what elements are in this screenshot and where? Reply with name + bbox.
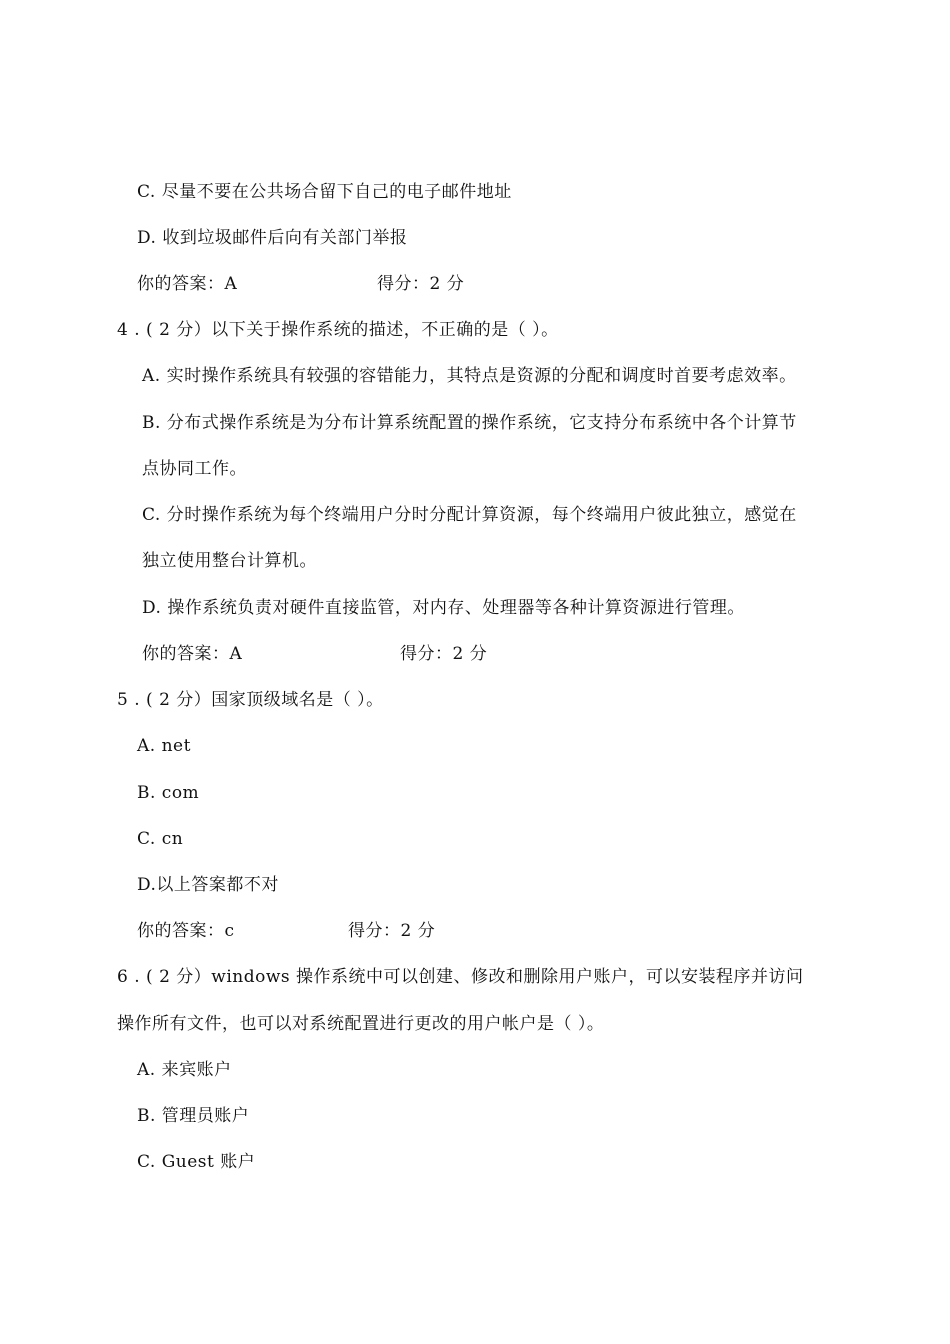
q5-score: 得分：2 分 xyxy=(348,921,436,941)
q3-option-d: D. 收到垃圾邮件后向有关部门举报 xyxy=(137,228,408,248)
q3-score: 得分：2 分 xyxy=(377,274,465,294)
q4-score: 得分：2 分 xyxy=(400,644,488,664)
q3-your-answer: 你的答案：A xyxy=(137,274,238,294)
q4-option-c: C. 分时操作系统为每个终端用户分时分配计算资源，每个终端用户彼此独立，感觉在 xyxy=(142,505,797,525)
q6-stem-cont: 操作所有文件，也可以对系统配置进行更改的用户帐户是（ ）。 xyxy=(117,1014,605,1034)
q5-option-a: A. net xyxy=(137,736,191,756)
q5-option-c: C. cn xyxy=(137,829,184,849)
q5-option-b: B. com xyxy=(137,783,200,803)
q5-your-answer: 你的答案：c xyxy=(137,921,235,941)
q4-stem: 4 . ( 2 分）以下关于操作系统的描述，不正确的是（ ）。 xyxy=(117,320,559,340)
q3-option-c: C. 尽量不要在公共场合留下自己的电子邮件地址 xyxy=(137,182,512,202)
q4-option-b-cont: 点协同工作。 xyxy=(142,459,247,479)
q4-option-c-cont: 独立使用整台计算机。 xyxy=(142,551,317,571)
q6-option-a: A. 来宾账户 xyxy=(137,1060,232,1080)
q6-option-b: B. 管理员账户 xyxy=(137,1106,250,1126)
q6-stem: 6 . ( 2 分）windows 操作系统中可以创建、修改和删除用户账户，可以安装程序并访问 xyxy=(117,967,804,987)
q6-option-c: C. Guest 账户 xyxy=(137,1152,256,1172)
q5-stem: 5 . ( 2 分）国家顶级域名是（ ）。 xyxy=(117,690,384,710)
q4-option-d: D. 操作系统负责对硬件直接监管，对内存、处理器等各种计算资源进行管理。 xyxy=(142,598,745,618)
q4-option-b: B. 分布式操作系统是为分布计算系统配置的操作系统，它支持分布系统中各个计算节 xyxy=(142,413,797,433)
q4-your-answer: 你的答案：A xyxy=(142,644,243,664)
q4-option-a: A. 实时操作系统具有较强的容错能力，其特点是资源的分配和调度时首要考虑效率。 xyxy=(142,366,797,386)
q5-option-d: D.以上答案都不对 xyxy=(137,875,279,895)
